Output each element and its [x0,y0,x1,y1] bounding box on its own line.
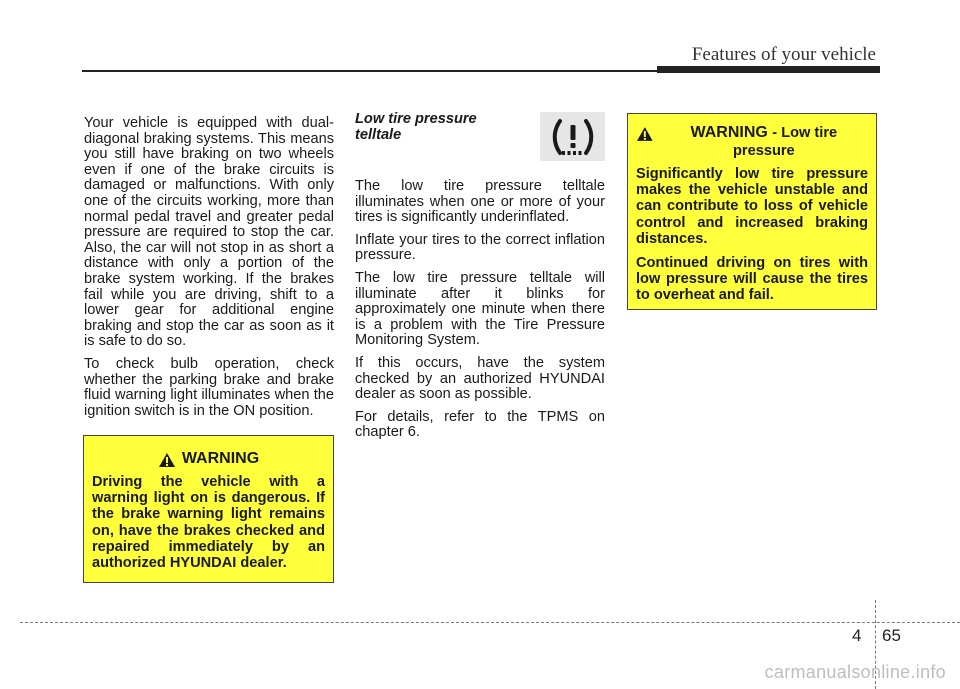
paragraph: The low tire pressure telltale illuminates when one or more of your tires is significantly underinflated. [355,178,605,226]
telltale-box [540,112,605,161]
warning-box-brake [83,435,334,583]
warning-header [636,124,868,160]
warning-label: WARNING [690,124,768,141]
watermark: carmanualsonline.info [764,662,946,682]
warning-subtitle: - Low tire pressure [733,125,838,159]
paragraph: Your vehicle is equipped with dual-diagonal braking systems. This means you still have braking on two wheels even if one of the brake circuits is damaged or malfunctions. With only one of the circuits working, more than normal pedal travel and greater pedal pressure are required to stop the car. Also, the car will not stop in as short a distance with only a portion of the brake system working. If the brakes fail while you are driving, shift to a lower gear for additional engine braking and stop the car as soon as it is safe to do so. [84,115,334,350]
paragraph: For details, refer to the TPMS on chapter 6. [355,408,605,441]
paragraph: If this occurs, have the system checked by an authorized HYUNDAI dealer as soon as possible. [355,354,605,403]
paragraph: Inflate your tires to the correct inflation pressure. [355,231,605,264]
section-title: Low tire pressure telltale [355,111,477,143]
column-middle [355,179,605,448]
page-number: 65 [882,626,901,645]
warning-header [92,450,325,468]
warning-triangle-icon [158,452,176,468]
column-left [84,116,334,426]
warning-label: WARNING [181,450,260,467]
header-title: Features of your vehicle [691,44,876,65]
footer-rule [20,622,960,623]
warning-triangle-icon [636,126,654,142]
paragraph: The low tire pressure telltale will illuminate after it blinks for approximately one minute when there is a problem with the Tire Pressure Monitoring System. [355,269,605,349]
warning-heading [660,124,868,160]
warning-box-tire-pressure [627,113,877,310]
warning-text: Significantly low tire pressure makes the vehicle unstable and can contribute to loss of vehicle control and increased braking distances. [636,166,868,247]
paragraph: To check bulb operation, check whether the parking brake and brake fluid warning light illuminates when the ignition switch is in the ON position. [84,355,334,419]
tire-pressure-telltale-icon [550,117,596,157]
chapter-number: 4 [852,626,862,645]
warning-text: Driving the vehicle with a warning light on is dangerous. If the brake warning light remains on, have the brakes checked and repaired immediately by an authorized HYUNDAI dealer. [92,474,325,572]
warning-text: Continued driving on tires with low pressure will cause the tires to overheat and fail. [636,255,868,304]
header-rule-accent [657,66,880,73]
